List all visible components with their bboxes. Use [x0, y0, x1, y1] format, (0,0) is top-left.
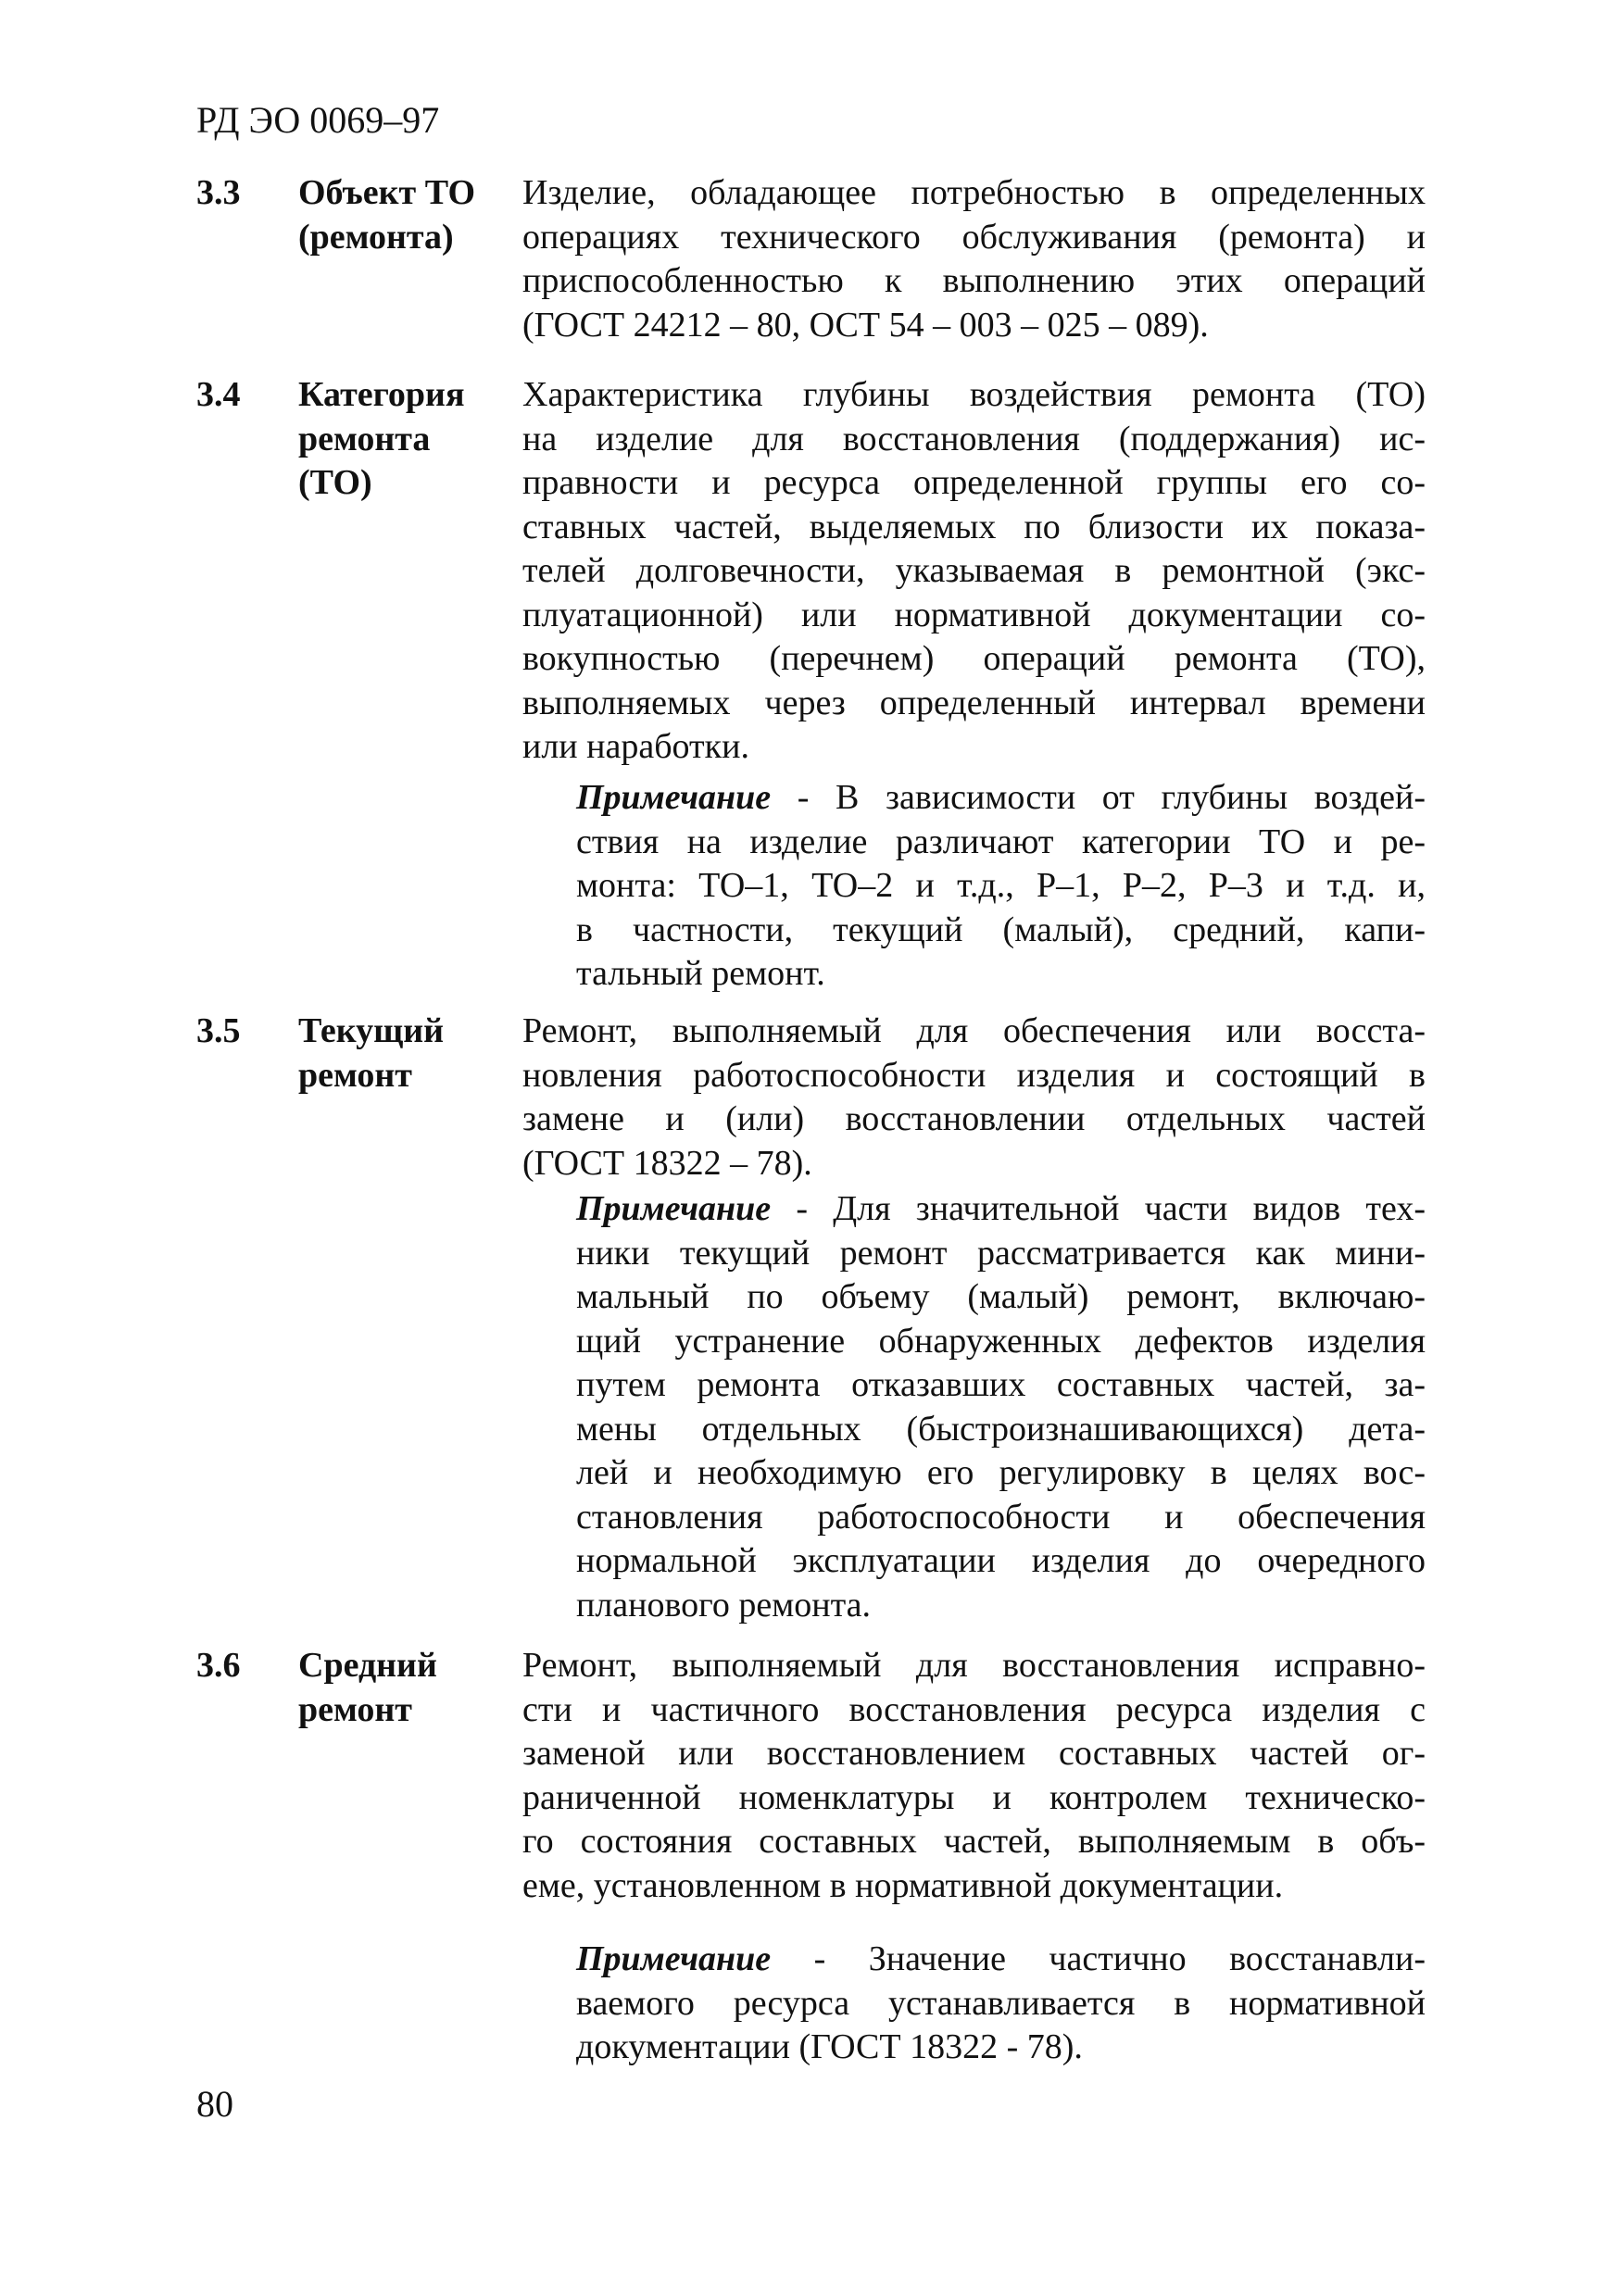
definition-line: выполняемых через определенный интервал времени: [522, 683, 1426, 722]
definition-line: (ГОСТ 24212 – 80, ОСТ 54 – 003 – 025 – 089).: [522, 305, 1209, 345]
term-line: (ТО): [298, 463, 372, 502]
note-line: ваемого ресурса устанавливается в нормативной: [576, 1983, 1426, 2023]
definition-line: вокупностью (перечнем) операций ремонта (ТО),: [522, 639, 1426, 678]
note-line: лей и необходимую его регулировку в целях вос-: [576, 1453, 1426, 1492]
entry-term: [298, 373, 516, 506]
definition-line: заменой или восстановлением составных частей ог-: [522, 1734, 1426, 1773]
term-line: ремонт: [298, 1055, 412, 1095]
note-line: тальный ремонт.: [576, 954, 825, 993]
term-line: Объект ТО: [298, 173, 476, 212]
note-line: документации (ГОСТ 18322 - 78).: [576, 2027, 1083, 2066]
entry-number: 3.4: [196, 375, 241, 414]
definition-line: сти и частичного восстановления ресурса изделия с: [522, 1689, 1426, 1729]
entry-definition: [522, 1644, 1426, 1908]
document-code-header: РД ЭО 0069–97: [196, 99, 440, 141]
note-line: становления работоспособности и обеспечения: [576, 1497, 1426, 1537]
note-line: путем ремонта отказавших составных частей, за-: [576, 1365, 1426, 1404]
note-line: мены отдельных (быстроизнашивающихся) дета-: [576, 1409, 1426, 1449]
note-line: мальный по объему (малый) ремонт, включаю-: [576, 1277, 1426, 1316]
entry-term: [298, 1010, 516, 1098]
definition-line: на изделие для восстановления (поддержания) ис-: [522, 419, 1426, 458]
note-line: монта: ТО–1, ТО–2 и т.д., Р–1, Р–2, Р–3 и т.д. и,: [576, 866, 1426, 905]
entry-definition: [522, 373, 1426, 770]
definition-line: Характеристика глубины воздействия ремонта (ТО): [522, 375, 1426, 414]
definition-line: телей долговечности, указываемая в ремонтной (экс-: [522, 551, 1426, 590]
entry-definition: [522, 171, 1426, 347]
entry-term: [298, 171, 516, 259]
note-text: - Для значительной части видов тех-: [771, 1189, 1426, 1228]
note-line: [576, 776, 1426, 821]
definition-line: правности и ресурса определенной группы его со-: [522, 463, 1426, 502]
entry-definition: [522, 1010, 1426, 1186]
definition-line: Ремонт, выполняемый для восстановления исправно-: [522, 1646, 1426, 1685]
page-number: 80: [196, 2083, 233, 2125]
entry-note: [576, 1938, 1426, 2070]
entry-number: 3.5: [196, 1011, 241, 1050]
definition-line: Изделие, обладающее потребностью в определенных: [522, 173, 1426, 212]
definition-line: или наработки.: [522, 727, 749, 766]
note-line: [576, 1938, 1426, 1982]
entry-number: 3.6: [196, 1646, 241, 1685]
definition-line: еме, установленном в нормативной документации.: [522, 1865, 1284, 1905]
definition-line: приспособленностью к выполнению этих операций: [522, 261, 1426, 300]
entry-term: [298, 1644, 516, 1732]
term-line: ремонта: [298, 419, 431, 458]
note-label: Примечание: [576, 1939, 772, 1978]
definition-line: Ремонт, выполняемый для обеспечения или восста-: [522, 1011, 1426, 1050]
term-line: Средний: [298, 1646, 437, 1685]
definition-line: го состояния составных частей, выполняемым в объ-: [522, 1822, 1426, 1861]
definition-line: замене и (или) восстановлении отдельных частей: [522, 1099, 1426, 1138]
entry-note: [576, 776, 1426, 997]
definition-line: новления работоспособности изделия и состоящий в: [522, 1055, 1426, 1095]
note-line: ники текущий ремонт рассматривается как мини-: [576, 1233, 1426, 1273]
note-line: [576, 1187, 1426, 1232]
definition-line: ставных частей, выделяемых по близости их показа-: [522, 507, 1426, 546]
note-label: Примечание: [576, 1189, 772, 1228]
definition-line: плуатационной) или нормативной документации со-: [522, 595, 1426, 634]
note-text: - Значение частично восстанавли-: [771, 1939, 1426, 1978]
term-line: Категория: [298, 375, 465, 414]
note-line: в частности, текущий (малый), средний, капи-: [576, 910, 1426, 949]
entry-note: [576, 1187, 1426, 1627]
term-line: (ремонта): [298, 217, 454, 257]
note-label: Примечание: [576, 778, 772, 817]
definition-line: (ГОСТ 18322 – 78).: [522, 1143, 812, 1183]
note-line: планового ремонта.: [576, 1585, 872, 1625]
entry-number: 3.3: [196, 173, 241, 212]
definition-line: операциях технического обслуживания (ремонта) и: [522, 217, 1426, 257]
term-line: ремонт: [298, 1689, 412, 1729]
definition-line: раниченной номенклатуры и контролем техническо-: [522, 1777, 1426, 1817]
term-line: Текущий: [298, 1011, 444, 1050]
note-line: нормальной эксплуатации изделия до очередного: [576, 1541, 1426, 1580]
note-line: щий устранение обнаруженных дефектов изделия: [576, 1321, 1426, 1361]
note-line: ствия на изделие различают категории ТО и ре-: [576, 822, 1426, 861]
note-text: - В зависимости от глубины воздей-: [771, 778, 1426, 817]
